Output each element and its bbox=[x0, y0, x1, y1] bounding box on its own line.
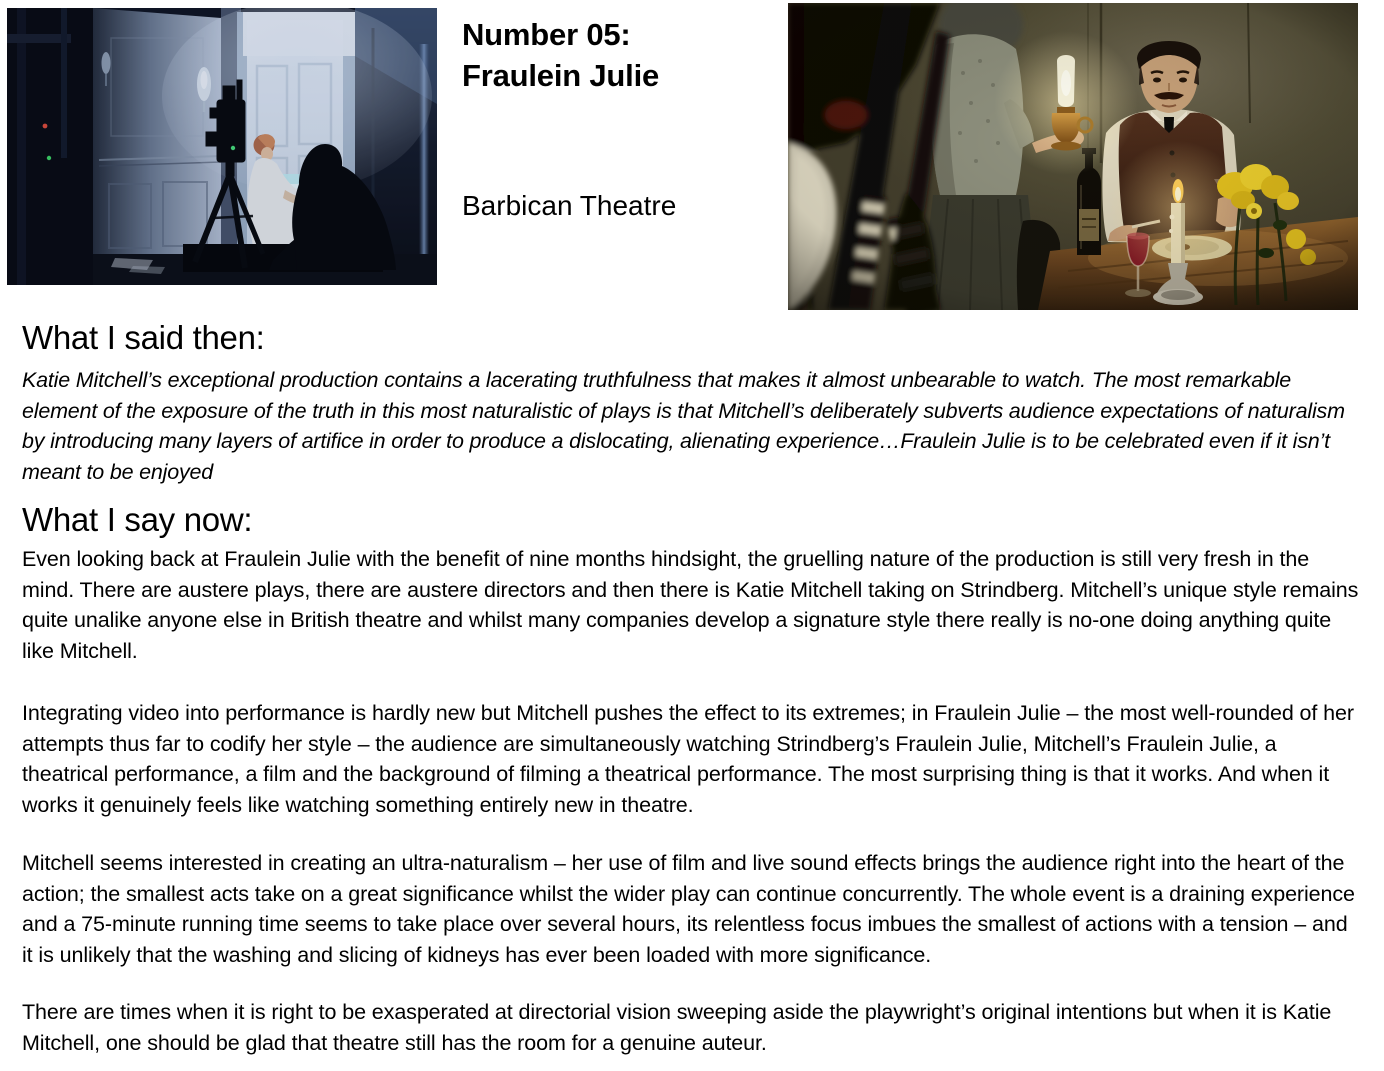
venue-subtitle: Barbican Theatre bbox=[462, 190, 677, 221]
then-quote: Katie Mitchell’s exceptional production contains a lacerating truthfulness that makes it almost unbearable to watch. The most remarkable element of the exposure of the truth in this most naturalistic of plays is that Mitchell’s deliberately subverts audience expectations of naturalism by introducing many layers of artifice in order to produce a dislocating, alienating experience…Fraulein Julie is to be celebrated even if it isn’t meant to be enjoyed bbox=[22, 368, 1345, 484]
slide-title-line1: Number 05: bbox=[462, 17, 631, 52]
now-paragraph-2: Integrating video into performance is hardly new but Mitchell pushes the effect to its extremes; in Fraulein Julie – the most well-rounded of her attempts thus far to codify her style – the audience are simultaneously watching Strindberg’s Fraulein Julie, Mitchell’s Fraulein Julie, a theatrical performance, a film and the background of filming a theatrical performance. The most surprising thing is that it works. And when it works it genuinely feels like watching something entirely new in theatre. bbox=[22, 701, 1354, 817]
table-photo-illustration bbox=[788, 3, 1358, 310]
now-paragraph-4: There are times when it is right to be exasperated at directorial vision sweeping aside the playwright’s original intentions but when it is Katie Mitchell, one should be glad that theatre still has the room for a genuine auteur. bbox=[22, 1000, 1332, 1055]
production-photo-stage bbox=[7, 8, 437, 285]
what-i-said-then-heading: What I said then: bbox=[22, 319, 265, 356]
production-photo-table bbox=[788, 3, 1358, 310]
slide-title-line2: Fraulein Julie bbox=[462, 58, 660, 93]
stage-photo-illustration bbox=[7, 8, 437, 285]
now-paragraph-3: Mitchell seems interested in creating an ultra-naturalism – her use of film and live sound effects brings the audience right into the heart of the action; the smallest acts take on a great significance whilst the wider play can continue concurrently. The whole event is a draining experience and a 75-minute running time seems to take place over several hours, its relentless focus imbues the smallest of actions with a tension – and it is unlikely that the washing and slicing of kidneys has ever been loaded with more significance. bbox=[22, 851, 1355, 967]
now-paragraph-1: Even looking back at Fraulein Julie with the benefit of nine months hindsight, the gruelling nature of the production is still very fresh in the mind. There are austere plays, there are austere directors and then there is Katie Mitchell taking on Strindberg. Mitchell’s unique style remains quite unalike anyone else in British theatre and whilst many companies develop a signature style there really is no-one doing anything quite like Mitchell. bbox=[22, 547, 1359, 663]
title-block bbox=[462, 14, 659, 96]
what-i-say-now-heading: What I say now: bbox=[22, 501, 253, 538]
review-text bbox=[22, 317, 1363, 1058]
